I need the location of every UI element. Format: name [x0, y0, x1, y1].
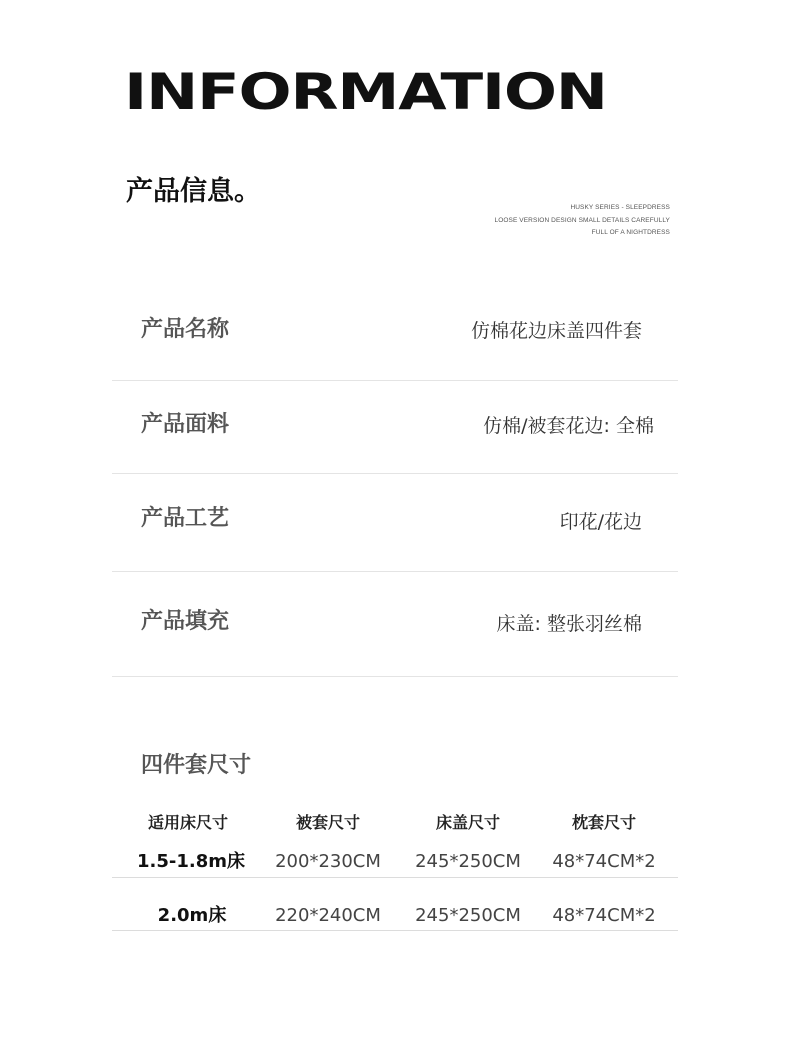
- info-value: 仿棉花边床盖四件套: [470, 320, 642, 342]
- info-label: 产品名称: [141, 317, 230, 342]
- series-caption: [495, 202, 671, 240]
- size-table-title: 四件套尺寸: [141, 753, 252, 778]
- table-cell: 200*230CM: [275, 851, 381, 872]
- info-label: 产品面料: [141, 412, 230, 437]
- info-row-fabric: [112, 381, 678, 474]
- table-cell: 220*240CM: [275, 905, 381, 926]
- table-cell: 48*74CM*2: [552, 905, 656, 926]
- table-cell: 245*250CM: [415, 905, 521, 926]
- series-line: FULL OF A NIGHTDRESS: [591, 229, 670, 236]
- info-value: 床盖: 整张羽丝棉: [496, 613, 642, 635]
- table-row: [112, 840, 678, 878]
- info-value: 印花/花边: [559, 511, 642, 533]
- info-label: 产品填充: [141, 609, 230, 634]
- info-row-name: [112, 282, 678, 381]
- table-cell: 1.5-1.8m床: [137, 851, 245, 872]
- info-value: 仿棉/被套花边: 全棉: [483, 415, 654, 437]
- table-header-cell: 床盖尺寸: [435, 813, 500, 832]
- table-header-cell: 适用床尺寸: [147, 813, 228, 832]
- section-subtitle: 产品信息。: [126, 176, 261, 207]
- headline: INFORMATION: [124, 63, 607, 121]
- info-row-craft: [112, 474, 678, 572]
- series-line: HUSKY SERIES - SLEEPDRESS: [570, 204, 670, 211]
- table-cell: 2.0m床: [157, 905, 227, 926]
- size-table: [112, 806, 678, 931]
- table-cell: 245*250CM: [415, 851, 521, 872]
- table-header-row: [112, 806, 678, 840]
- table-cell: 48*74CM*2: [552, 851, 656, 872]
- table-header-cell: 枕套尺寸: [571, 813, 636, 832]
- info-row-filling: [112, 572, 678, 677]
- info-label: 产品工艺: [141, 506, 230, 531]
- table-row: [112, 878, 678, 931]
- table-header-cell: 被套尺寸: [295, 813, 360, 832]
- series-line: LOOSE VERSION DESIGN SMALL DETAILS CAREFULLY: [494, 216, 670, 224]
